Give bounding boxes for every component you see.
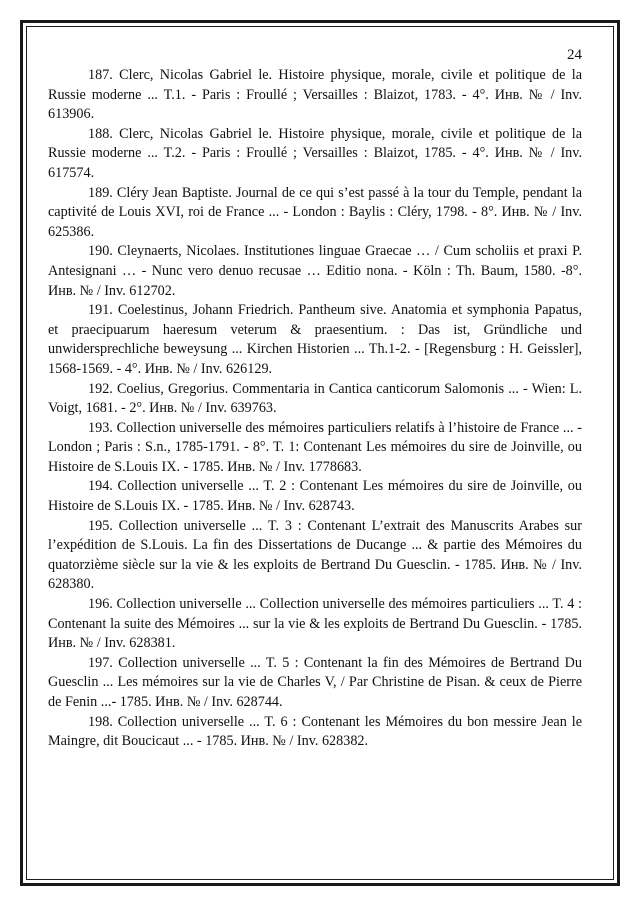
bibliography-entry-194 bbox=[48, 477, 582, 516]
entry-text: Cleynaerts, Nicolaes. Institutiones linguae Graecae … / Cum scholiis et praxi P. Antesignani … - Nunc vero denuo recusae … Editio nona. - Köln : Th. Baum, 1580. -8°. Инв. № / Inv. 612702. bbox=[48, 243, 582, 299]
bibliography-entry-187 bbox=[48, 66, 582, 125]
entry-text: Coelius, Gregorius. Commentaria in Cantica canticorum Salomonis ... - Wien: L. Voigt, 1681. - 2°. Инв. № / Inv. 639763. bbox=[48, 380, 583, 417]
bibliography-entry-191 bbox=[48, 301, 582, 379]
entry-text: Collection universelle ... T. 3 : Contenant L’extrait des Manuscrits Arabes sur l’expédition de S.Louis. La fin des Dissertations de Ducange ... & partie des Mémoires du quatorzième siècle sur la vie & les exploits de Bertrand Du Guesclin. - 1785. Инв. № / Inv. 628380. bbox=[48, 517, 582, 593]
entry-text: Collection universelle ... T. 6 : Contenant les Mémoires du bon messire Jean le Maingre, dit Boucicaut ... - 1785. Инв. № / Inv. 628382. bbox=[48, 713, 583, 750]
entry-text: Clerc, Nicolas Gabriel le. Histoire physique, morale, civile et politique de la Russie moderne ... T.2. - Paris : Froullé ; Versailles : Blaizot, 1785. - 4°. Инв. № / Inv. 617574. bbox=[48, 125, 583, 181]
page-number: 24 bbox=[567, 47, 582, 63]
entry-text: Collection universelle des mémoires particuliers relatifs à l’histoire de France ... - London ; Paris : S.n., 1785-1791. - 8°. T. 1: Contenant Les mémoires du sire de Joinville, ou Histoire de S.Louis IX. - 1785. Инв. № / Inv. 1778683. bbox=[48, 419, 583, 475]
bibliography-entry-192 bbox=[48, 380, 582, 419]
bibliography-entry-190 bbox=[48, 242, 582, 301]
entry-number: 194. bbox=[88, 478, 113, 495]
entry-number: 188. bbox=[88, 125, 113, 142]
entry-number: 193. bbox=[88, 419, 113, 436]
bibliography-entry-189 bbox=[48, 184, 582, 243]
entry-number: 189. bbox=[88, 184, 113, 201]
bibliography-entry-188 bbox=[48, 125, 582, 184]
entry-text: Coelestinus, Johann Friedrich. Pantheum sive. Anatomia et symphonia Papatus, et praecipuarum haeresum veterum & praesentium. : Das ist, Gründliche und unwidersprechliche beweysung ... Kirchen Historien ... Th.1-2. - [Regensburg : H. Geissler], 1568-1569. - 4°. Инв. № / Inv. 626129. bbox=[48, 302, 583, 377]
entry-number: 195. bbox=[88, 517, 113, 534]
entry-text: Collection universelle ... Collection universelle des mémoires particuliers ... T. 4 : Contenant la suite des Mémoires ... sur la vie & les exploits de Bertrand Du Guesclin. - 1785. Инв. № / Inv. 628381. bbox=[48, 596, 583, 652]
entry-number: 192. bbox=[88, 380, 113, 397]
entry-text: Cléry Jean Baptiste. Journal de ce qui s’est passé à la tour du Temple, pendant la captivité de Louis XVI, roi de France ... - London : Baylis : Cléry, 1798. - 8°. Инв. № / Inv. 625386. bbox=[48, 184, 583, 240]
entry-number: 198. bbox=[88, 713, 113, 730]
entry-number: 196. bbox=[88, 596, 113, 613]
bibliography-entry-193 bbox=[48, 419, 582, 478]
entry-number: 191. bbox=[88, 302, 113, 319]
bibliography-entry-198 bbox=[48, 713, 582, 752]
entry-text: Collection universelle ... T. 2 : Contenant Les mémoires du sire de Joinville, ou Histoire de S.Louis IX. - 1785. Инв. № / Inv. 628743. bbox=[48, 478, 582, 515]
bibliography-list bbox=[48, 66, 582, 752]
entry-number: 190. bbox=[88, 243, 113, 260]
entry-number: 197. bbox=[88, 654, 113, 671]
entry-text: Collection universelle ... T. 5 : Contenant la fin des Mémoires de Bertrand Du Guesclin ... Les mémoires sur la vie de Charles V, / Par Christine de Pisan. & ceux de Pierre de Fenin ...- 1785. Инв. № / Inv. 628744. bbox=[48, 654, 583, 710]
entry-number: 187. bbox=[88, 67, 113, 83]
entry-text: Clerc, Nicolas Gabriel le. Histoire physique, morale, civile et politique de la Russie moderne ... T.1. - Paris : Froullé ; Versailles : Blaizot, 1783. - 4°. Инв. № / Inv. 613906. bbox=[48, 67, 583, 123]
bibliography-entry-197 bbox=[48, 654, 582, 713]
bibliography-entry-196 bbox=[48, 595, 582, 654]
bibliography-entry-195 bbox=[48, 517, 582, 595]
